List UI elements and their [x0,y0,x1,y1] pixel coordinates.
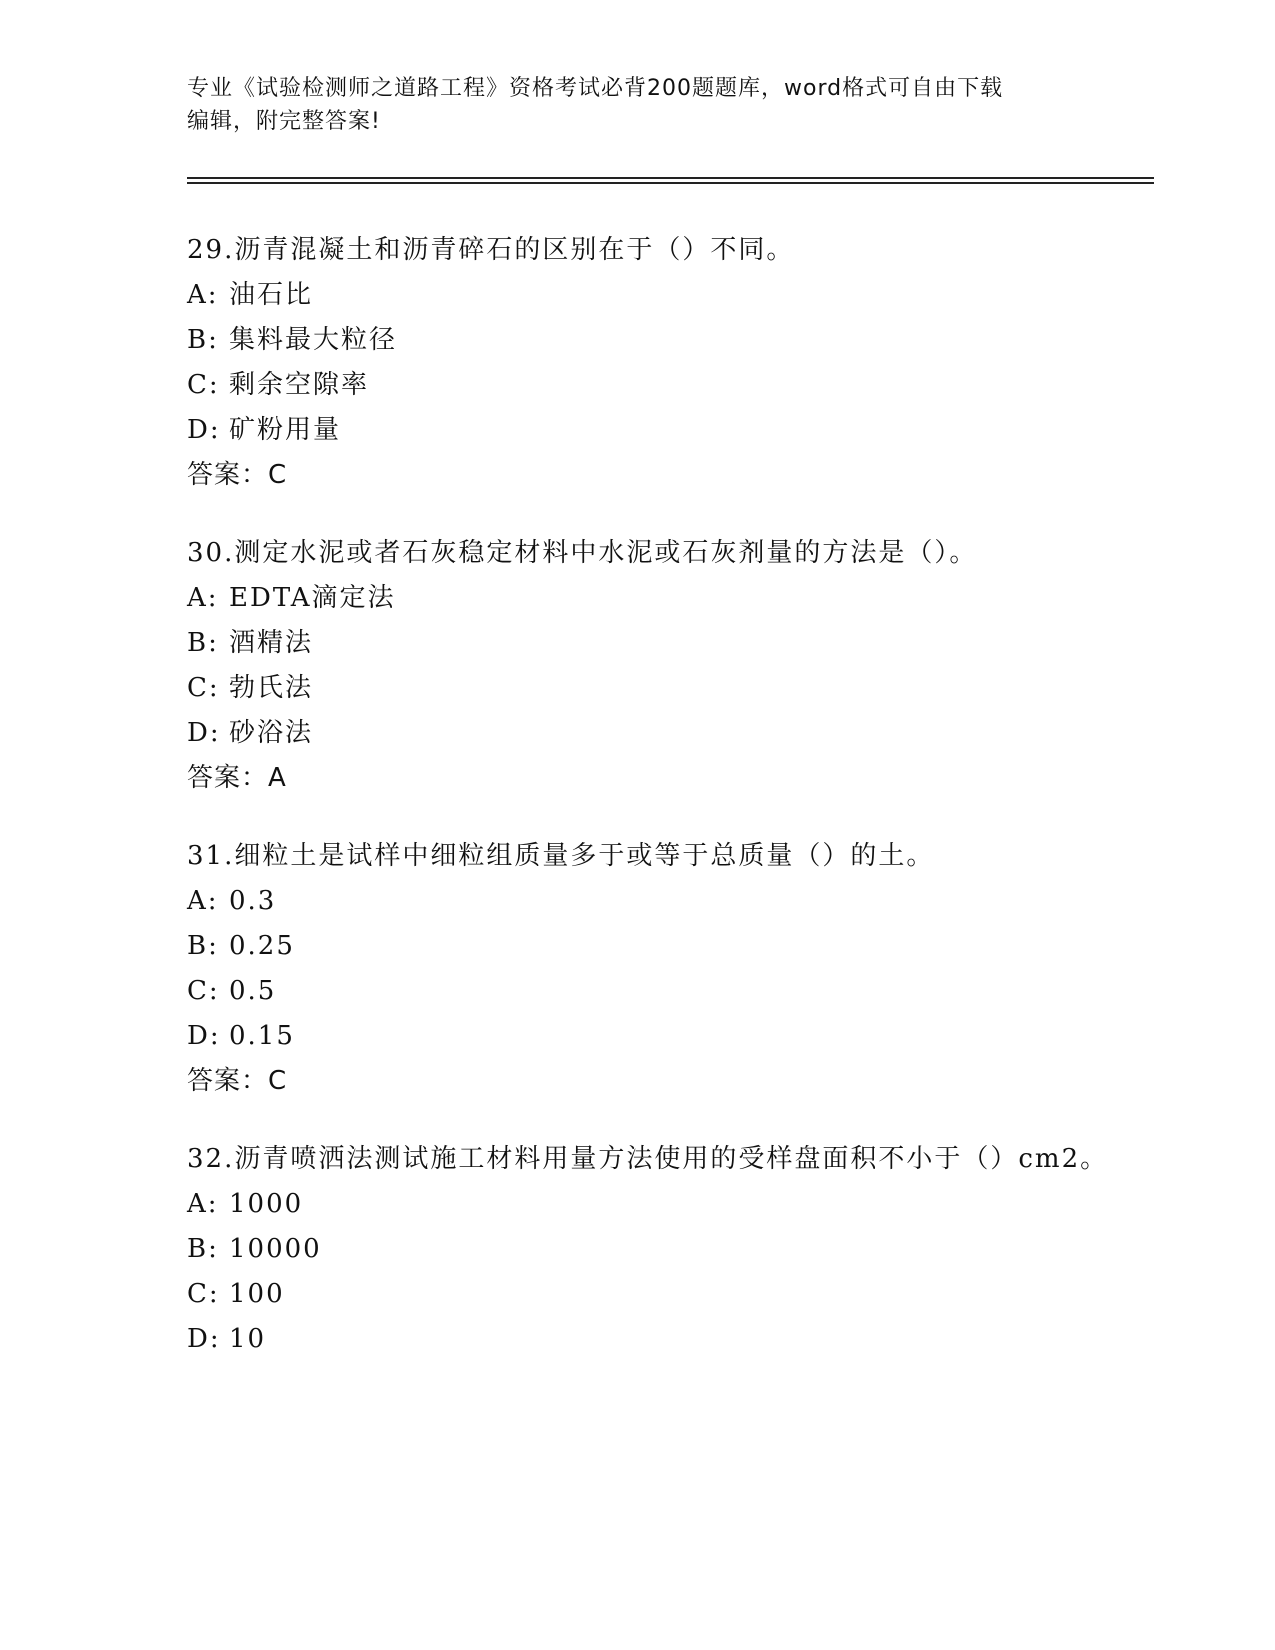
answer: 答案：C [187,1066,288,1096]
option-label: B: [187,931,219,961]
option-c [187,363,1154,408]
option-d [187,1014,1154,1059]
option-label: C: [187,1279,220,1309]
header-line-2: 编辑，附完整答案! [187,109,381,134]
option-label: D: [187,1324,221,1354]
option-label: A: [187,1189,219,1219]
question-29 [187,228,1154,498]
option-label: A: [187,583,219,613]
option-text: 剩余空隙率 [229,370,370,400]
question-list [187,228,1154,1395]
option-a [187,1182,1154,1227]
option-b [187,318,1154,363]
header-divider-bottom [187,182,1154,184]
option-label: C: [187,370,220,400]
option-label: B: [187,1234,219,1264]
option-a [187,273,1154,318]
answer: 答案：A [187,763,287,793]
header-divider-top [187,177,1154,179]
option-text: 0.15 [229,1021,295,1051]
option-text: 勃氏法 [229,673,314,703]
option-label: D: [187,718,221,748]
option-d [187,1317,1154,1362]
option-text: EDTA滴定法 [229,583,396,613]
option-text: 酒精法 [229,628,314,658]
option-b [187,924,1154,969]
option-text: 0.25 [229,931,295,961]
question-stem: 31.细粒土是试样中细粒组质量多于或等于总质量（）的土。 [187,841,935,871]
option-b [187,621,1154,666]
option-label: C: [187,976,220,1006]
option-text: 10 [229,1324,267,1354]
option-text: 0.5 [229,976,277,1006]
question-stem: 29.沥青混凝土和沥青碎石的区别在于（）不同。 [187,235,795,265]
option-c [187,666,1154,711]
option-b [187,1227,1154,1272]
option-text: 100 [229,1279,285,1309]
header-line-1: 专业《试验检测师之道路工程》资格考试必背200题题库，word格式可自由下载 [187,76,1004,101]
option-a [187,576,1154,621]
question-stem: 30.测定水泥或者石灰稳定材料中水泥或石灰剂量的方法是（）。 [187,538,978,568]
option-label: D: [187,415,221,445]
option-c [187,1272,1154,1317]
option-d [187,408,1154,453]
option-text: 砂浴法 [229,718,314,748]
option-label: B: [187,325,219,355]
option-d [187,711,1154,756]
question-32 [187,1137,1154,1362]
question-stem: 32.沥青喷洒法测试施工材料用量方法使用的受样盘面积不小于（）cm2。 [187,1144,1109,1174]
option-text: 0.3 [229,886,277,916]
document-header [187,72,1067,138]
option-text: 10000 [229,1234,322,1264]
option-c [187,969,1154,1014]
option-label: A: [187,886,219,916]
question-30 [187,531,1154,801]
option-label: D: [187,1021,221,1051]
option-text: 矿粉用量 [229,415,342,445]
option-label: B: [187,628,219,658]
option-a [187,879,1154,924]
option-text: 油石比 [229,280,314,310]
question-31 [187,834,1154,1104]
answer: 答案：C [187,460,288,490]
option-label: A: [187,280,219,310]
option-text: 集料最大粒径 [229,325,398,355]
option-text: 1000 [229,1189,304,1219]
option-label: C: [187,673,220,703]
